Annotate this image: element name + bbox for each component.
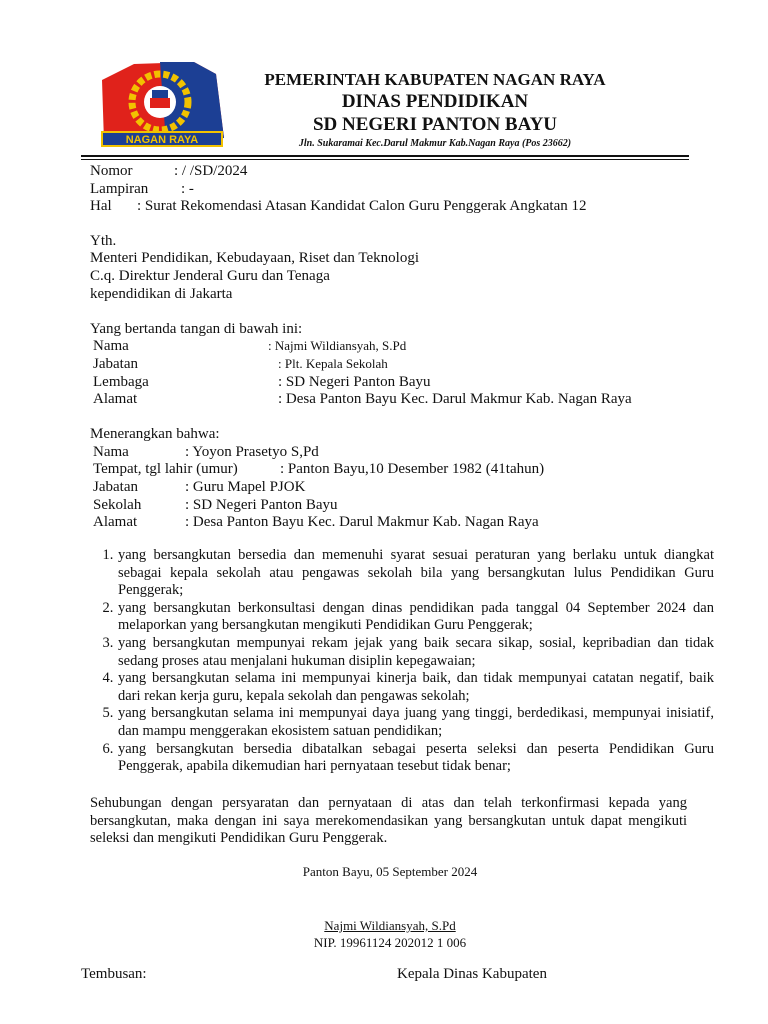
list-item: 6. yang bersangkutan bersedia dibatalkan sebagai peserta seleksi dan peserta Pendidikan Guru Penggerak, apabila dikemudian hari pernyataan tesebut tidak benar; [117, 741, 714, 776]
signer-lembaga-value: : SD Negeri Panton Bayu [278, 374, 431, 390]
list-item: 2. yang bersangkutan berkonsultasi dengan dinas pendidikan pada tanggal 04 September 2024 dan melaporkan yang bersangkutan mengikuti Pendidikan Guru Penggerak; [117, 600, 714, 635]
letterhead-line-3: SD NEGERI PANTON BAYU [312, 114, 558, 135]
candidate-sekolah-label: Sekolah [93, 497, 142, 513]
signer-jabatan-label: Jabatan [93, 356, 138, 372]
letterhead-divider-thin [81, 159, 689, 160]
signer-nama-label: Nama [93, 338, 129, 354]
lampiran-value: : - [181, 181, 194, 197]
tembusan-label: Tembusan: [81, 966, 147, 982]
candidate-jabatan-label: Jabatan [93, 479, 138, 495]
recipient-greeting: Yth. [90, 233, 117, 249]
list-item: 3. yang bersangkutan mempunyai rekam jejak yang baik secara sikap, sosial, kepribadian dan tidak sedang proses atau menjalani hukuman disiplin kepegawaian; [117, 635, 714, 670]
candidate-alamat-label: Alamat [93, 514, 138, 530]
candidate-alamat-value: : Desa Panton Bayu Kec. Darul Makmur Kab. Nagan Raya [185, 514, 539, 530]
logo-text: NAGAN RAYA [125, 134, 199, 146]
hal-label: Hal [90, 198, 112, 214]
nomor-label: Nomor [90, 163, 133, 179]
signature-nip: NIP. 19961124 202012 1 006 [313, 935, 467, 950]
candidate-intro: Menerangkan bahwa: [90, 426, 220, 442]
statement-list [90, 547, 714, 776]
list-item: 5. yang bersangkutan selama ini mempunyai daya juang yang tinggi, berdedikasi, mempunyai inisiatif, dan mampu menggerakan ekosistem satuan pendidikan; [117, 705, 714, 740]
list-item: 1. yang bersangkutan bersedia dan memenuhi syarat sesuai peraturan yang berlaku untuk diangkat sebagai kepala sekolah atau pengawas sekolah bila yang bersangkutan lulus Pendidikan Guru Penggerak; [117, 547, 714, 600]
signer-intro: Yang bertanda tangan di bawah ini: [90, 321, 303, 337]
candidate-nama-label: Nama [93, 444, 129, 460]
nagan-raya-emblem-icon [96, 58, 226, 150]
candidate-nama-value: : Yoyon Prasetyo S,Pd [185, 444, 319, 460]
recipient-line-2: C.q. Direktur Jenderal Guru dan Tenaga [90, 268, 330, 284]
signature-place-date: Panton Bayu, 05 September 2024 [302, 864, 478, 879]
letterhead-line-1: PEMERINTAH KABUPATEN NAGAN RAYA [264, 70, 606, 89]
signature-name: Najmi Wildiansyah, S.Pd [324, 918, 456, 933]
candidate-ttl-label: Tempat, tgl lahir (umur) [93, 461, 238, 477]
recipient-line-1: Menteri Pendidikan, Kebudayaan, Riset dan Teknologi [90, 250, 420, 266]
signer-alamat-label: Alamat [93, 391, 138, 407]
letterhead-line-2: DINAS PENDIDIKAN [341, 91, 529, 112]
candidate-ttl-value: : Panton Bayu,10 Desember 1982 (41tahun) [280, 461, 545, 477]
tembusan-cc: Kepala Dinas Kabupaten [397, 966, 547, 982]
lampiran-label: Lampiran [90, 181, 149, 197]
candidate-sekolah-value: : SD Negeri Panton Bayu [185, 497, 338, 513]
list-item: 4. yang bersangkutan selama ini mempunyai kinerja baik, dan tidak mempunyai catatan negatif, baik dari rekan kerja guru, kepala sekolah dan pengawas sekolah; [117, 670, 714, 705]
closing-paragraph: Sehubungan dengan persyaratan dan pernyataan di atas dan telah terkonfirmasi kepada yang bersangkutan, maka dengan ini saya merekomendasikan yang bersangkutan untuk dapat mengikuti seleksi dan mengikuti Pendidikan Guru Penggerak. [90, 795, 687, 847]
signer-lembaga-label: Lembaga [93, 374, 149, 390]
hal-value: : Surat Rekomendasi Atasan Kandidat Calon Guru Penggerak Angkatan 12 [137, 198, 587, 214]
signer-jabatan-value: : Plt. Kepala Sekolah [278, 356, 388, 371]
letterhead-divider [81, 155, 689, 157]
signer-nama-value: : Najmi Wildiansyah, S.Pd [268, 338, 407, 353]
signer-alamat-value: : Desa Panton Bayu Kec. Darul Makmur Kab. Nagan Raya [278, 391, 632, 407]
nomor-value: : / /SD/2024 [174, 163, 248, 179]
recipient-line-3: kependidikan di Jakarta [90, 286, 233, 302]
letterhead-address: Jln. Sukaramai Kec.Darul Makmur Kab.Nagan Raya (Pos 23662) [298, 138, 572, 149]
candidate-jabatan-value: : Guru Mapel PJOK [185, 479, 306, 495]
